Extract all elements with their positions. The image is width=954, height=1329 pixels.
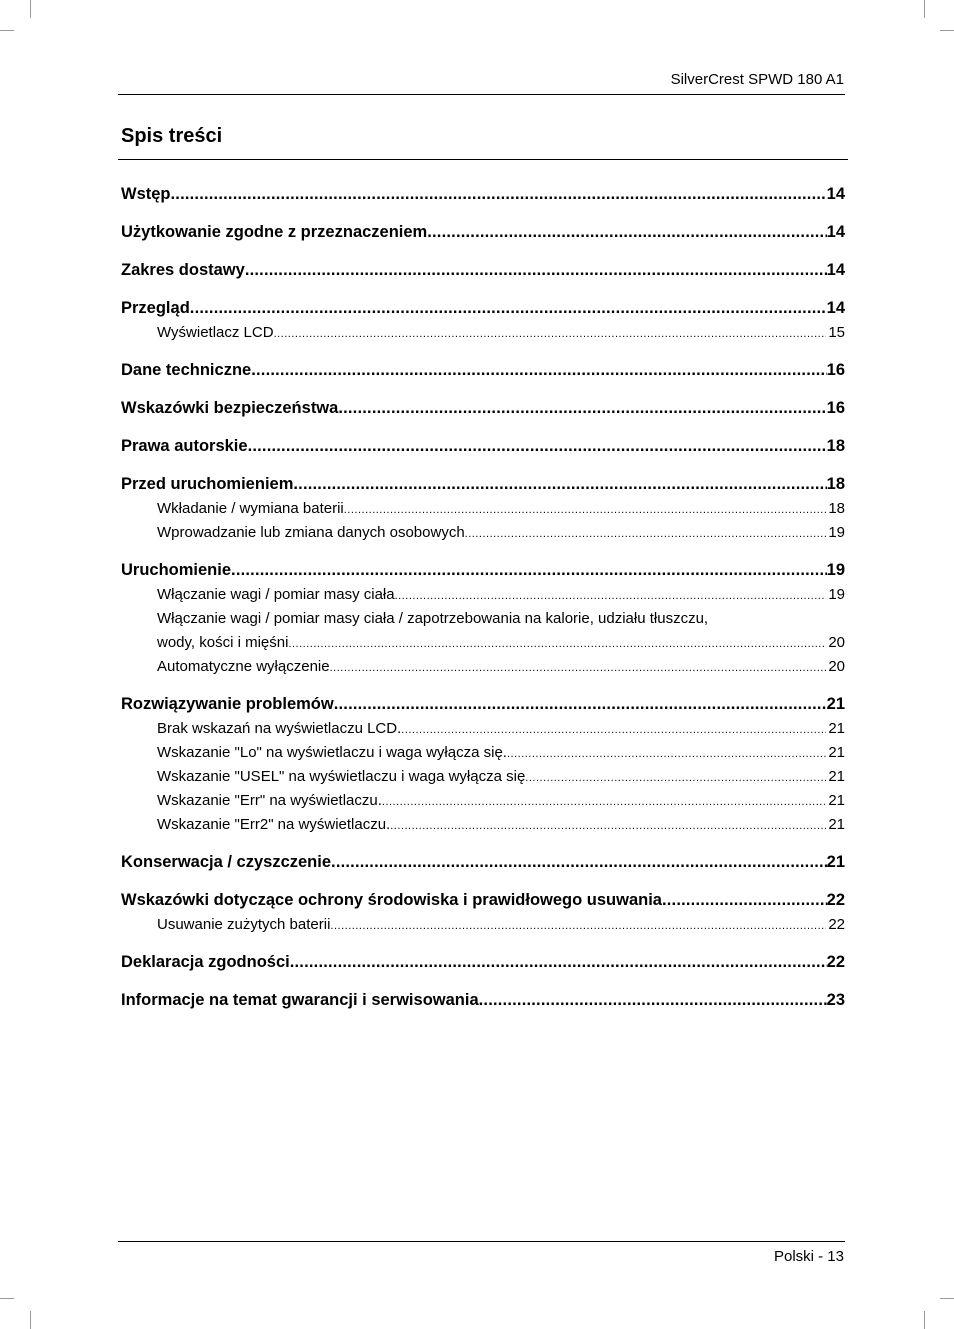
- toc-label: Wkładanie / wymiana baterii: [157, 500, 344, 517]
- toc-page: 18: [826, 475, 845, 493]
- toc-entry[interactable]: [121, 352, 845, 390]
- toc-entry[interactable]: [121, 944, 845, 982]
- toc-subentry[interactable]: [121, 813, 845, 844]
- dot-leader: [248, 428, 827, 464]
- toc-label: Rozwiązywanie problemów: [121, 695, 334, 713]
- toc-page: 22: [826, 891, 845, 909]
- toc-label: Wskazanie "Err" na wyświetlaczu.: [157, 792, 382, 809]
- dot-leader: [290, 944, 827, 980]
- dot-leader: [288, 632, 826, 656]
- toc-page: 21: [828, 720, 845, 737]
- dot-leader: [293, 466, 826, 502]
- dot-leader: [395, 584, 827, 608]
- dot-leader: [507, 742, 826, 766]
- crop-mark: [924, 1311, 925, 1329]
- toc-label: Uruchomienie: [121, 561, 232, 579]
- toc-entry[interactable]: [121, 290, 845, 321]
- toc-subentry[interactable]: [121, 765, 845, 789]
- toc-page: 18: [828, 500, 845, 517]
- toc-label: Dane techniczne: [121, 361, 252, 379]
- toc-page: 21: [826, 695, 845, 713]
- toc-label: Wstęp: [121, 185, 171, 203]
- crop-mark: [30, 0, 31, 18]
- toc-page: 22: [826, 953, 845, 971]
- toc-label: Użytkowanie zgodne z przeznaczeniem: [121, 223, 428, 241]
- toc-label: Wskazanie "USEL" na wyświetlaczu i waga wyłącza się: [157, 768, 526, 785]
- toc-entry[interactable]: [121, 252, 845, 290]
- header-rule: [118, 94, 845, 95]
- header-model: SilverCrest SPWD 180 A1: [670, 71, 844, 88]
- toc-subentry[interactable]: [121, 789, 845, 813]
- toc-subentry[interactable]: [121, 321, 845, 352]
- toc-page: 21: [828, 816, 845, 833]
- toc-page: 20: [828, 658, 845, 675]
- toc-page: 16: [826, 399, 845, 417]
- dot-leader: [427, 214, 826, 250]
- toc-label: Wskazanie "Err2" na wyświetlaczu.: [157, 816, 391, 833]
- dot-leader: [465, 522, 827, 546]
- toc-entry[interactable]: [121, 466, 845, 497]
- toc-label: wody, kości i mięśni: [157, 634, 289, 651]
- toc-page: 19: [828, 586, 845, 603]
- footer-page-number: Polski - 13: [773, 1248, 844, 1265]
- toc-entry[interactable]: [121, 428, 845, 466]
- toc-page: 21: [828, 744, 845, 761]
- toc-subentry-line[interactable]: Włączanie wagi / pomiar masy ciała / zapotrzebowania na kalorie, udziału tłuszczu,: [157, 610, 709, 627]
- toc-label: Wyświetlacz LCD: [157, 324, 274, 341]
- toc-label: Wskazówki dotyczące ochrony środowiska i prawidłowego usuwania: [121, 891, 662, 909]
- table-of-contents: [121, 176, 845, 1020]
- toc-entry[interactable]: [121, 982, 845, 1020]
- toc-entry[interactable]: [121, 390, 845, 428]
- toc-page: 19: [828, 524, 845, 541]
- toc-entry[interactable]: [121, 882, 845, 913]
- toc-page: 22: [828, 916, 845, 933]
- toc-subentry[interactable]: [121, 717, 845, 741]
- toc-subentry[interactable]: [121, 741, 845, 765]
- toc-page: 14: [826, 299, 845, 317]
- toc-label: Usuwanie zużytych baterii: [157, 916, 331, 933]
- footer-rule: [118, 1241, 845, 1242]
- crop-mark: [940, 30, 954, 31]
- toc-entry[interactable]: [121, 844, 845, 882]
- dot-leader: [331, 844, 827, 880]
- toc-page: 21: [826, 853, 845, 871]
- toc-label: Informacje na temat gwarancji i serwisowania: [121, 991, 479, 1009]
- toc-page: 19: [826, 561, 845, 579]
- toc-entry[interactable]: [121, 686, 845, 717]
- dot-leader: [251, 352, 826, 388]
- toc-label: Wskazówki bezpieczeństwa: [121, 399, 339, 417]
- toc-label: Zakres dostawy: [121, 261, 245, 279]
- toc-page: 21: [828, 792, 845, 809]
- toc-subentry[interactable]: [121, 583, 845, 607]
- toc-entry[interactable]: [121, 214, 845, 252]
- toc-page: 21: [828, 768, 845, 785]
- toc-label: Brak wskazań na wyświetlaczu LCD.: [157, 720, 402, 737]
- toc-label: Przed uruchomieniem: [121, 475, 294, 493]
- dot-leader: [479, 982, 827, 1018]
- toc-page: 16: [826, 361, 845, 379]
- toc-label: Włączanie wagi / pomiar masy ciała: [157, 586, 395, 603]
- toc-page: 23: [826, 991, 845, 1009]
- dot-leader: [338, 390, 826, 426]
- toc-subentry[interactable]: [121, 913, 845, 944]
- crop-mark: [0, 30, 14, 31]
- dot-leader: [245, 252, 827, 288]
- toc-page: 14: [826, 185, 845, 203]
- toc-entry[interactable]: [121, 552, 845, 583]
- crop-mark: [30, 1311, 31, 1329]
- crop-mark: [924, 0, 925, 18]
- toc-subentry[interactable]: [121, 497, 845, 521]
- dot-leader: [274, 322, 827, 346]
- toc-label: Wprowadzanie lub zmiana danych osobowych: [157, 524, 465, 541]
- dot-leader: [382, 790, 826, 814]
- toc-label: Automatyczne wyłączenie: [157, 658, 330, 675]
- title-rule: [118, 159, 848, 160]
- page-title: Spis treści: [121, 125, 223, 147]
- toc-page: 14: [826, 261, 845, 279]
- crop-mark: [0, 1298, 14, 1299]
- crop-mark: [940, 1298, 954, 1299]
- dot-leader: [390, 814, 826, 838]
- dot-leader: [344, 498, 827, 522]
- toc-page: 15: [828, 324, 845, 341]
- dot-leader: [190, 290, 827, 326]
- dot-leader: [401, 718, 826, 742]
- dot-leader: [334, 686, 827, 722]
- toc-label: Wskazanie "Lo" na wyświetlaczu i waga wyłącza się.: [157, 744, 507, 761]
- toc-label: Deklaracja zgodności: [121, 953, 290, 971]
- dot-leader: [662, 882, 827, 918]
- toc-label: Prawa autorskie: [121, 437, 248, 455]
- toc-label: Przegląd: [121, 299, 190, 317]
- toc-entry[interactable]: [121, 176, 845, 214]
- dot-leader: [330, 914, 826, 938]
- toc-subentry[interactable]: [121, 521, 845, 552]
- toc-subentry[interactable]: [121, 631, 845, 655]
- toc-label: Konserwacja / czyszczenie: [121, 853, 332, 871]
- dot-leader: [171, 176, 827, 212]
- dot-leader: [525, 766, 826, 790]
- toc-page: 14: [826, 223, 845, 241]
- toc-subentry[interactable]: [121, 655, 845, 686]
- toc-page: 20: [828, 634, 845, 651]
- toc-page: 18: [826, 437, 845, 455]
- dot-leader: [330, 656, 827, 680]
